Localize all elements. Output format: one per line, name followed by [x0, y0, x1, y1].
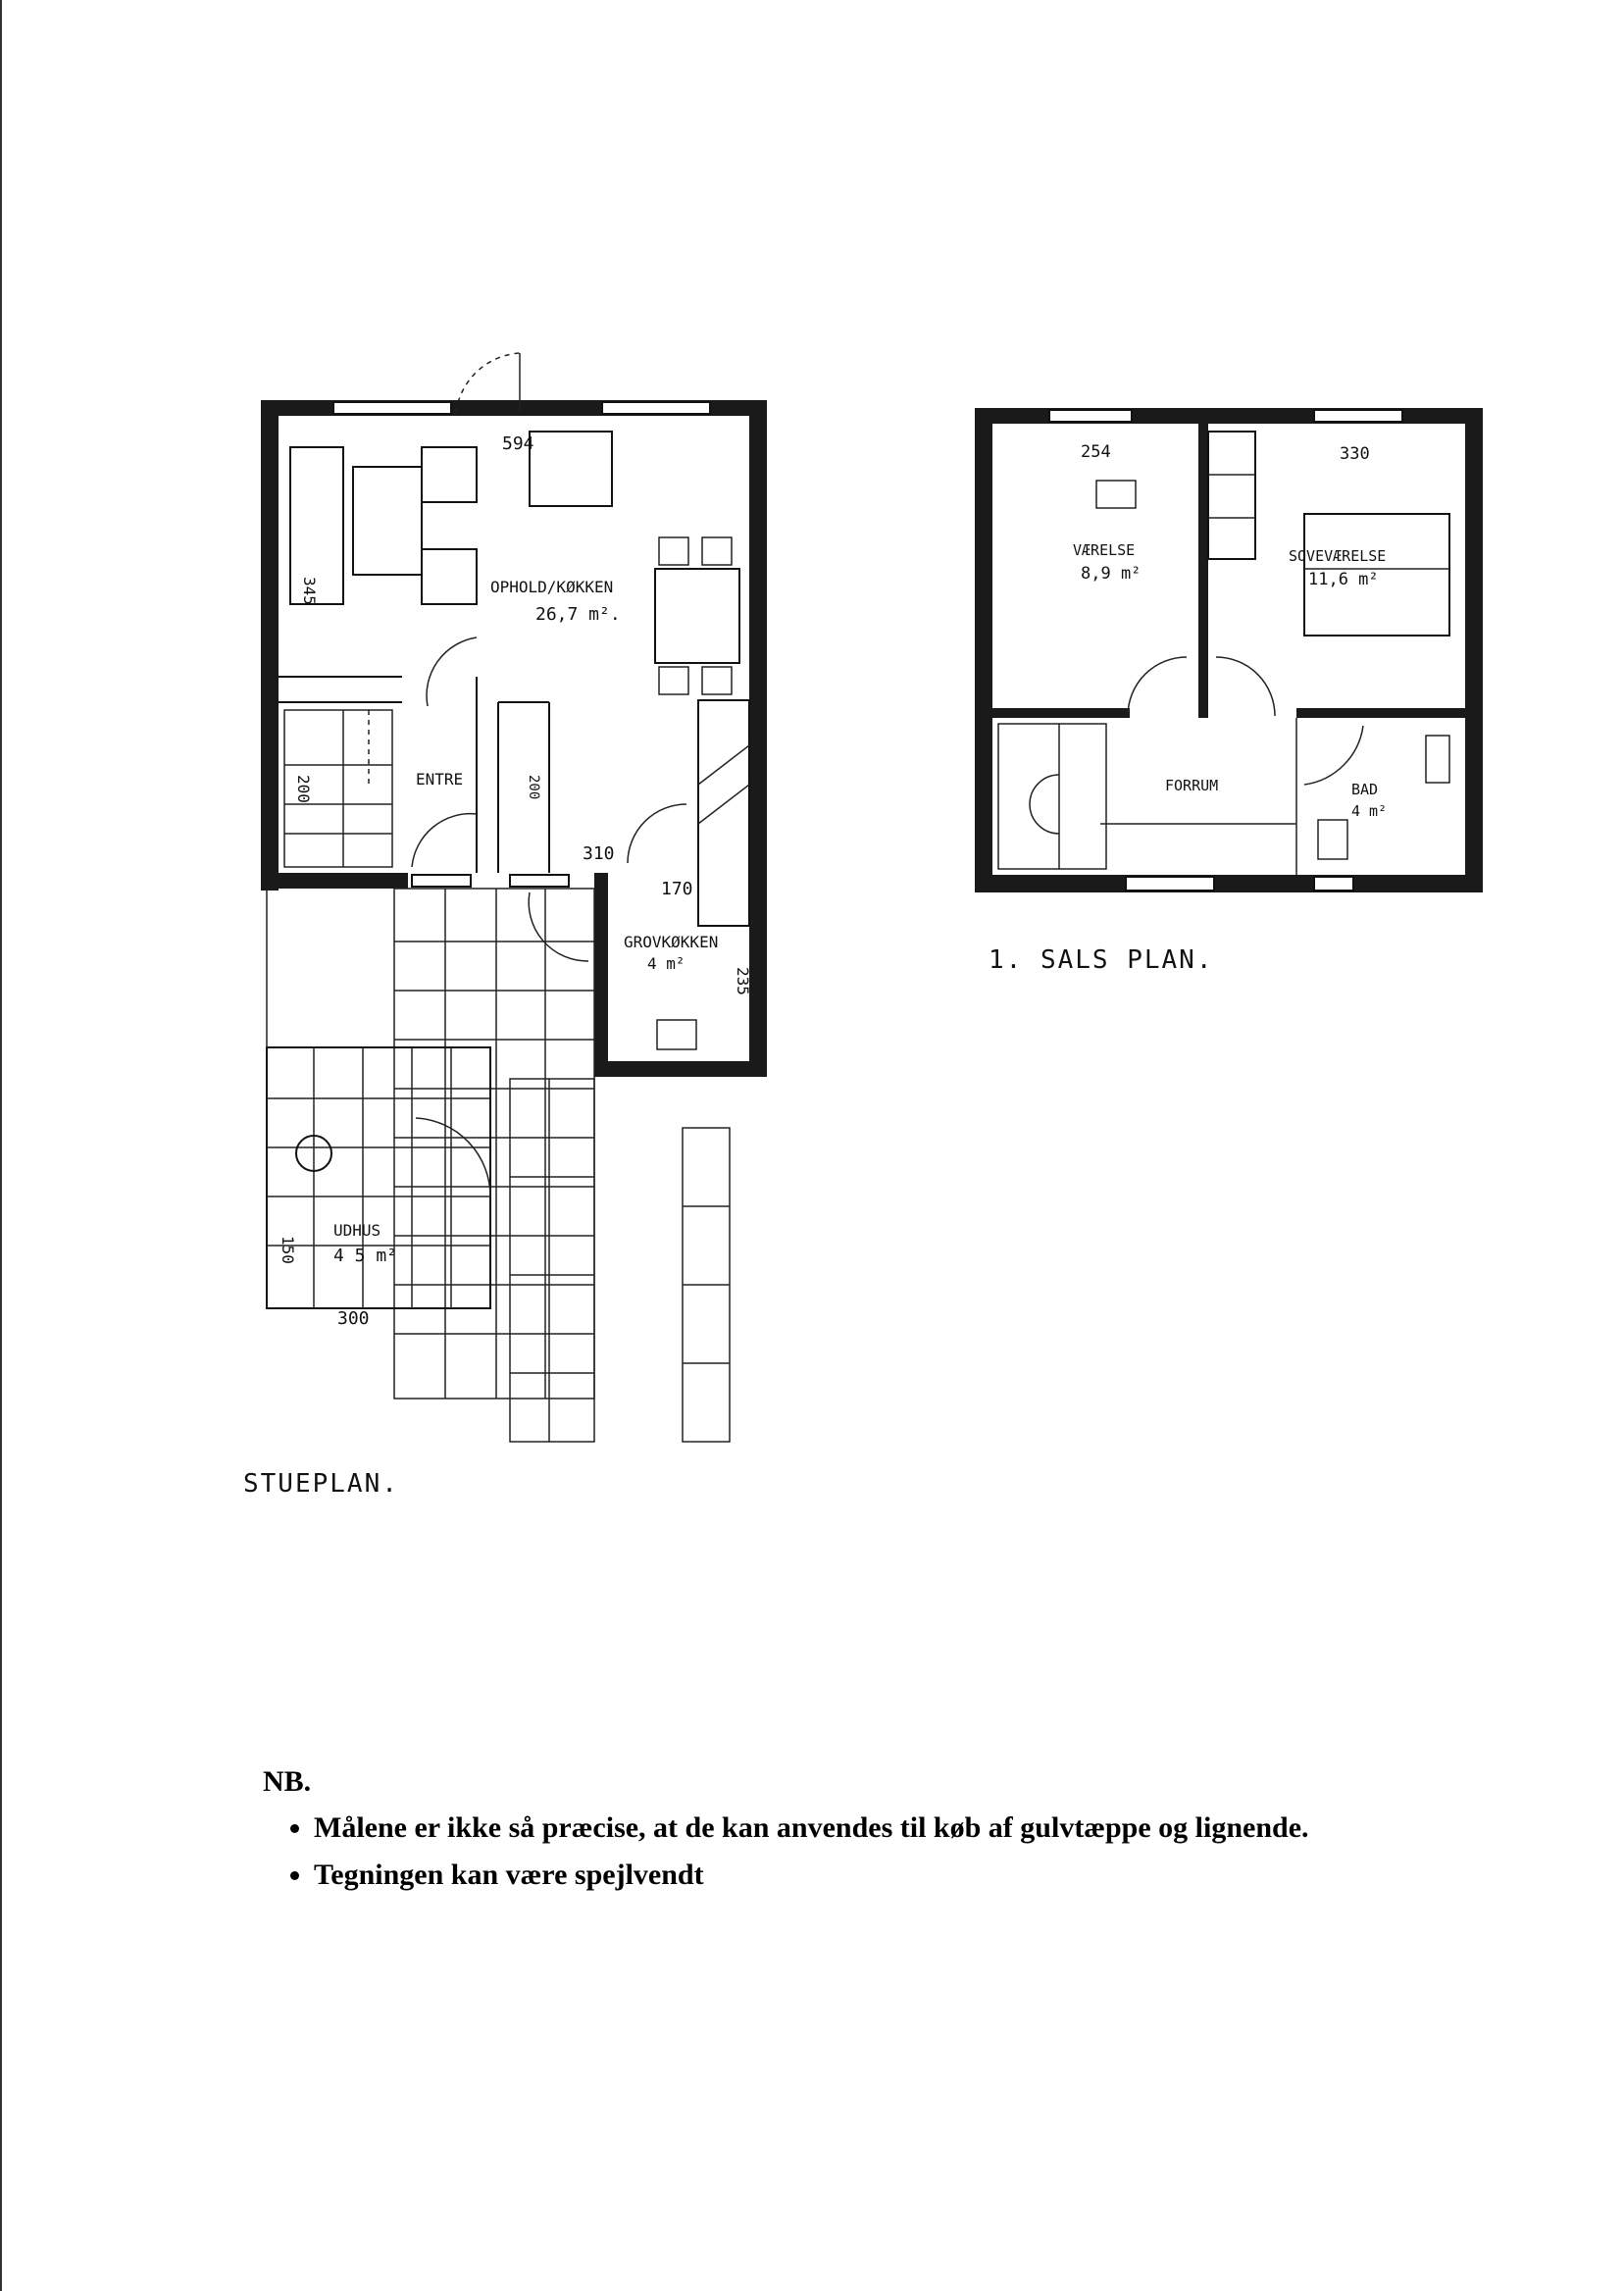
- dimension-label: 300: [337, 1308, 370, 1329]
- dimension-label: 200: [294, 775, 313, 803]
- dimension-label: 170: [661, 879, 693, 899]
- dimension-label: 594: [502, 433, 534, 454]
- room-area: 11,6 m²: [1308, 570, 1379, 589]
- desk: [530, 432, 612, 506]
- sink: [657, 1020, 696, 1049]
- room-area: 26,7 m².: [535, 604, 621, 625]
- room-label: ENTRE: [416, 770, 464, 789]
- room-area: 4 m²: [647, 954, 685, 973]
- room-label: BAD: [1351, 781, 1379, 798]
- room-label: OPHOLD/KØKKEN: [490, 578, 614, 596]
- window: [510, 875, 569, 887]
- notes-list: [263, 1805, 1309, 1899]
- first-wall-left: [975, 408, 992, 892]
- notes-item: • Tegningen kan være spejlvendt: [314, 1852, 1309, 1899]
- dimension-label: 235: [734, 967, 752, 995]
- window: [1049, 410, 1132, 422]
- desk: [1096, 481, 1136, 508]
- room-label: UDHUS: [333, 1221, 381, 1240]
- first-wall-right: [1465, 408, 1483, 892]
- window: [1314, 877, 1353, 891]
- window: [412, 875, 471, 887]
- armchair: [422, 549, 477, 604]
- coffee-table: [353, 467, 422, 575]
- ground-floor-title: STUEPLAN.: [243, 1469, 399, 1499]
- dining-table: [655, 569, 739, 663]
- window: [333, 402, 451, 414]
- notes-item: • Målene er ikke så præcise, at de kan anvendes til køb af gulvtæppe og lignende.: [314, 1805, 1309, 1852]
- first-wall-bottom: [975, 875, 1483, 892]
- notes-block: [263, 1765, 1309, 1899]
- dimension-label: 330: [1340, 444, 1370, 464]
- first-floor-title: 1. SALS PLAN.: [989, 945, 1214, 975]
- toilet: [1318, 820, 1347, 859]
- grovkokken-wall: [594, 873, 608, 1075]
- dimension-label: 150: [279, 1236, 297, 1264]
- kitchen-counter: [698, 700, 749, 926]
- dimension-label: 254: [1081, 442, 1111, 462]
- staircase: [998, 724, 1106, 869]
- first-wall-interior: [992, 708, 1130, 718]
- ground-wall-bottom-right: [594, 1061, 767, 1077]
- dimension-label: 345: [300, 577, 319, 605]
- bath-sink: [1426, 736, 1449, 783]
- first-wall-interior: [1198, 424, 1208, 718]
- ground-floor-plan: [261, 353, 767, 1442]
- udhus-outline: [267, 1047, 490, 1308]
- dimension-label: 200: [526, 775, 541, 800]
- room-area: 8,9 m²: [1081, 564, 1142, 584]
- room-label: FORRUM: [1165, 777, 1219, 794]
- armchair: [422, 447, 477, 502]
- window: [602, 402, 710, 414]
- room-area: 4 5 m²: [333, 1246, 398, 1266]
- window: [1314, 410, 1402, 422]
- notes-heading: NB.: [263, 1765, 312, 1798]
- room-label: VÆRELSE: [1073, 541, 1136, 559]
- ground-wall-bottom-left: [261, 873, 408, 889]
- room-label: SOVEVÆRELSE: [1289, 547, 1387, 565]
- ground-wall-left: [261, 400, 279, 891]
- dimension-label: 310: [583, 843, 615, 864]
- room-label: GROVKØKKEN: [624, 933, 719, 951]
- first-floor-plan: [975, 408, 1483, 892]
- wardrobe: [1208, 432, 1255, 559]
- first-wall-interior: [1296, 708, 1465, 718]
- room-area: 4 m²: [1351, 802, 1388, 820]
- window: [1126, 877, 1214, 891]
